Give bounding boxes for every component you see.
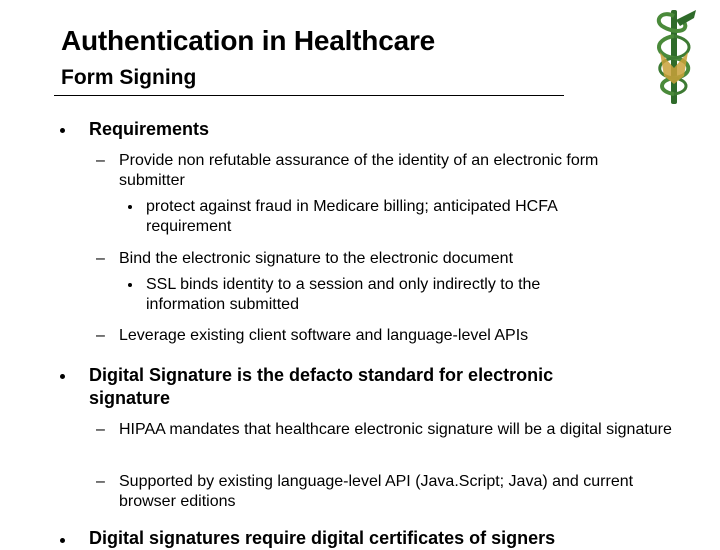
bullet-digital-signature: Digital Signature is the defacto standard for electronic signature: [89, 365, 554, 408]
sub-sub-bullet-dot: [128, 283, 132, 287]
sub-bullet-dash: –: [96, 250, 105, 267]
bullet-dot: [60, 374, 65, 379]
sub-bullet-dash: –: [96, 421, 105, 438]
sub-bullet-dash: –: [96, 327, 105, 344]
bullet-digital-certificates: Digital signatures require digital certificates of signers: [89, 528, 556, 548]
sub-sub-bullet-fraud: protect against fraud in Medicare billing; anticipated HCFA requirement: [146, 198, 557, 235]
bullet-dot: [60, 538, 65, 543]
sub-sub-bullet-ssl: SSL binds identity to a session and only indirectly to the information submitted: [146, 276, 541, 313]
bullet-dot: [60, 128, 65, 133]
sub-bullet-supported: Supported by existing language-level API (Java.Script; Java) and current browser editions: [119, 473, 634, 510]
sub-bullet-leverage: Leverage existing client software and language-level APIs: [119, 327, 529, 344]
sub-bullet-dash: –: [96, 152, 105, 169]
caduceus-icon: [640, 6, 708, 106]
bullet-requirements: Requirements: [89, 119, 210, 139]
slide-subtitle: Form Signing: [61, 66, 197, 89]
sub-bullet-bind-signature: Bind the electronic signature to the electronic document: [119, 250, 514, 267]
sub-sub-bullet-dot: [128, 205, 132, 209]
slide-title: Authentication in Healthcare: [61, 25, 436, 56]
sub-bullet-hipaa: HIPAA mandates that healthcare electronic signature will be a digital signature: [119, 421, 672, 438]
sub-bullet-dash: –: [96, 473, 105, 490]
title-divider: [54, 95, 564, 96]
sub-bullet-assurance: Provide non refutable assurance of the identity of an electronic form submitter: [119, 152, 599, 189]
